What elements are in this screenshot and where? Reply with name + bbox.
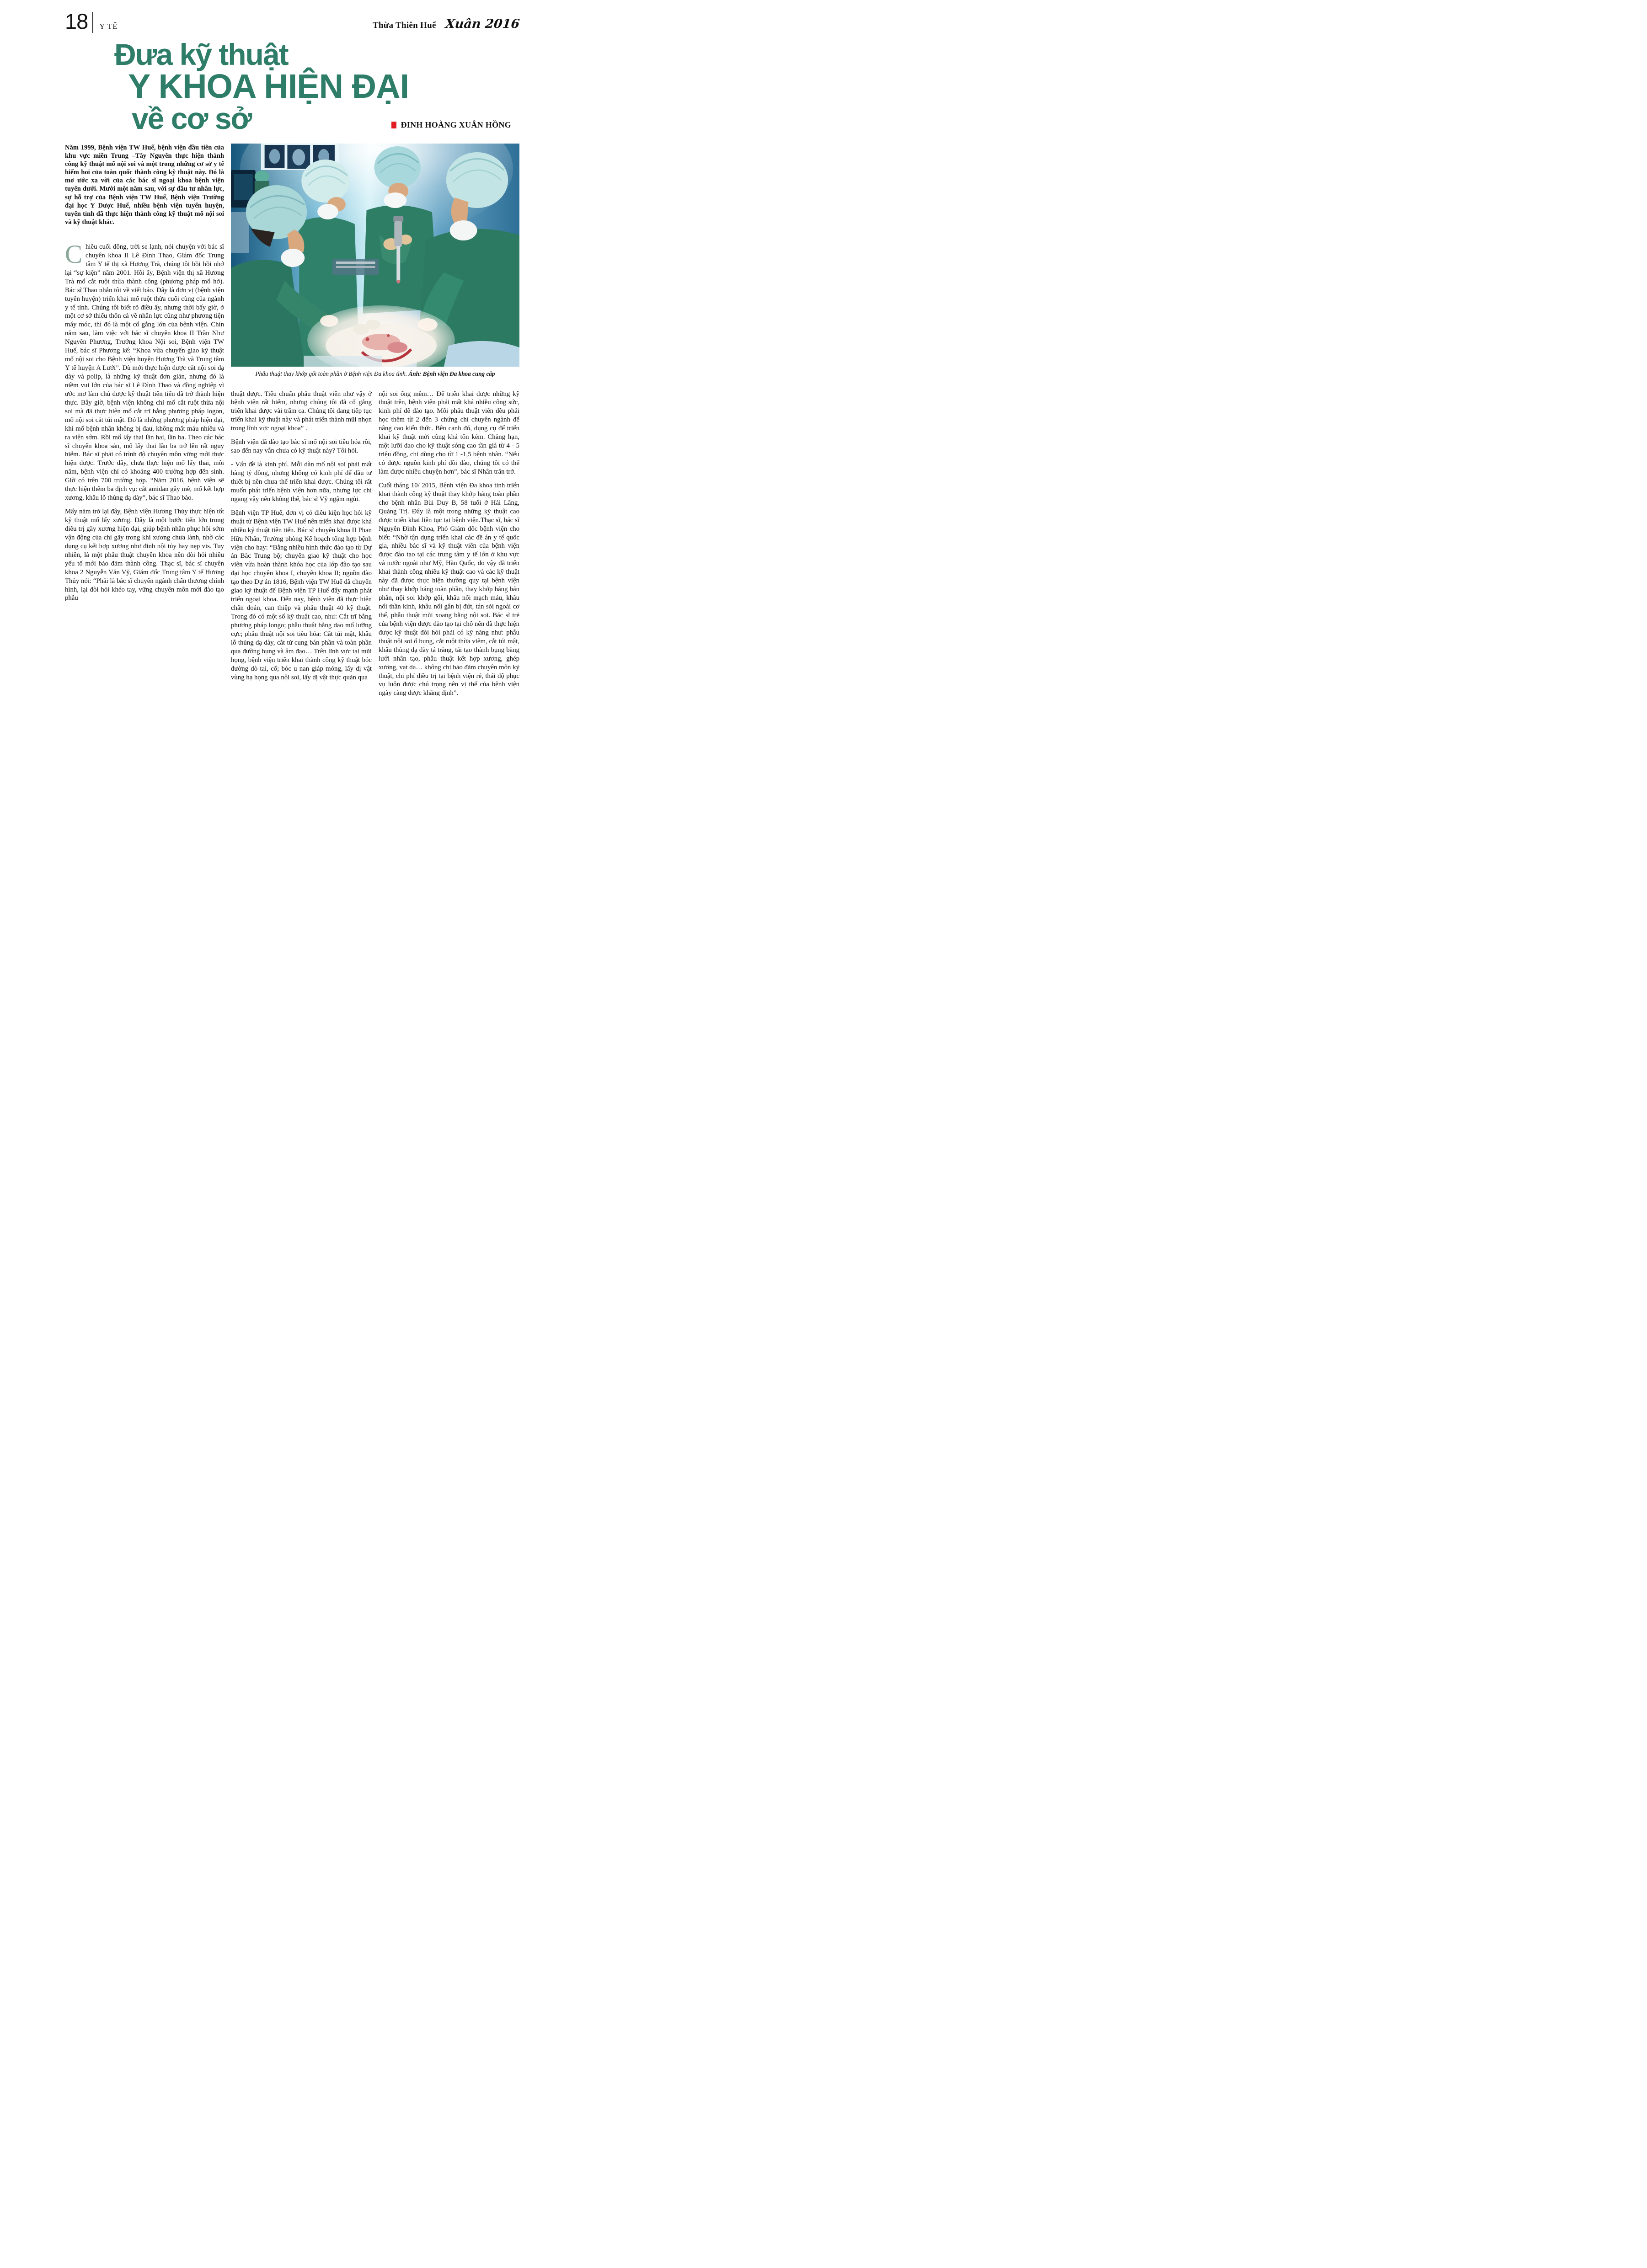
- byline-marker-icon: [391, 122, 396, 128]
- surgery-photo: [231, 144, 519, 367]
- newspaper-page: [0, 0, 549, 756]
- publication-name: Thừa Thiên Huế: [372, 21, 436, 30]
- masthead-right: [373, 17, 519, 33]
- paragraph: [65, 240, 224, 502]
- column-1: [65, 144, 224, 703]
- paragraph: Mấy năm trở lại đây, Bệnh viện Hương Thủy thực hiện tốt kỹ thuật mổ lấy xương. Đây là một bước tiến lớn trong điều trị gãy xương hiện đại, giúp bệnh nhân phục hồi sớm vận động của chi gãy trong khi xương chưa lành, nhờ các dụng cụ kết hợp xương như đinh nội tủy hay nẹp vis. Tuy nhiên, là một phẫu thuật chuyên khoa nên đòi hỏi nhiều yếu tố mới bảo đảm thành công. Thạc sĩ, bác sĩ chuyên khoa 2 Nguyễn Văn Vỹ, Giám đốc Trung tâm Y tế Hương Thủy nói: “Phải là bác sĩ chuyên ngành chấn thương chỉnh hình, lại đòi hỏi khéo tay, vững chuyên môn mới đào tạo phẫu: [65, 508, 224, 602]
- paragraph: - Vấn đề là kinh phí. Mỗi dàn mổ nội soi phải mất hàng tỷ đồng, nhưng không có kinh phí để đầu tư thiết bị nên chưa thể triển khai được. Chúng tôi rất muốn phát triển bệnh viện hơn nữa, nhưng lực chỉ ngang vậy nên không thể, bác sĩ Vỹ ngậm ngùi.: [231, 461, 372, 503]
- headline-line-2: Y KHOA HIỆN ĐẠI: [128, 67, 409, 105]
- page-number: 18: [65, 9, 88, 33]
- column-3: [379, 390, 519, 703]
- paragraph: thuật được. Tiêu chuẩn phẫu thuật viên như vậy ở bệnh viện rất hiếm, nhưng chúng tôi đã cố gắng triển khai được vài trăm ca. Chúng tôi đang tiếp tục triển khai kỹ thuật này và phát triển thành mũi nhọn trong lĩnh vực ngoại khoa” .: [231, 390, 372, 432]
- paragraph: nội soi ống mềm… Để triển khai được những kỹ thuật trên, bệnh viện phải mất khá nhiều công sức, kinh phí để đào tạo. Mỗi phẫu thuật viên đều phải học thêm từ 2 đến 3 chứng chỉ chuyên ngành để nâng cao kiến thức. Bên cạnh đó, dụng cụ để triển khai kỹ thuật mới cũng khá tốn kém. Chẳng hạn, một lưỡi dao cho kỹ thuật sóng cao tần giá từ 4 - 5 triệu đồng, chỉ dùng cho từ 1 -1,5 bệnh nhân. “Nếu có được nguồn kinh phí dồi dào, chúng tôi có thể làm được nhiều chuyện hơn”, bác sĩ Nhân trăn trở.: [379, 390, 519, 475]
- masthead-left: [65, 9, 118, 33]
- headline-line-3: về cơ sở: [132, 101, 251, 135]
- masthead-divider: [92, 12, 93, 33]
- column-1-text: [65, 240, 224, 603]
- right-area: [231, 144, 519, 703]
- paragraph: Cuối tháng 10/ 2015, Bệnh viện Đa khoa tỉnh triển khai thành công kỹ thuật thay khớp háng toàn phần cho bệnh nhân Bùi Duy B, 58 tuổi ở Hải Lăng, Quảng Trị. Đây là một trong những kỹ thuật cao được triển khai liên tục tại bệnh viện.Thạc sĩ, bác sĩ Nguyễn Đình Khoa, Phó Giám đốc bệnh viện cho biết: “Nhờ tận dụng triển khai các đề án y tế quốc gia, nhiều bác sĩ và kỹ thuật viên của bệnh viện được đào tạo tại các trung tâm y tế lớn ở khu vực và nước ngoài như Mỹ, Hàn Quốc, do vậy đã triển khai thành công nhiều kỹ thuật cao và các kỹ thuật này đã được thực hiện thường quy tại bệnh viện như thay khớp háng toàn phần, thay khớp háng bán phần, nội soi khớp gối, khâu nối mạch máu, khâu nối thần kinh, khâu nối gân bị đứt, tán sỏi ngoài cơ thể, phẫu thuật mũi xoang bằng nội soi. Bác sĩ trẻ của bệnh viện được đào tạo tại chỗ nên đã thực hiện được kỹ thuật đòi hỏi phải có kỹ năng như: phẫu thuật nội soi ổ bụng, cắt ruột thừa viêm, cắt túi mật, khâu thủng dạ dày tá tràng, tái tạo thành bụng bằng lưới nhân tạo, phẫu thuật kết hợp xương, ghép xương, vạt da… không chỉ bảo đảm chuyên môn kỹ thuật, chi phí điều trị tại bệnh viện rẻ, thái độ phục vụ luôn được chú trọng nên vị thế của bệnh viện ngày càng được khẳng định”.: [379, 481, 519, 697]
- article-body: [65, 144, 519, 703]
- edition-label: Xuân 2016: [444, 17, 520, 31]
- section-label: Y TẾ: [99, 22, 118, 31]
- byline: [391, 120, 511, 130]
- photo-caption-text: Phẫu thuật thay khớp gối toàn phần ở Bệnh viện Đa khoa tỉnh.: [255, 370, 409, 377]
- column-2: [231, 390, 372, 703]
- photo-caption: [231, 370, 519, 378]
- paragraph-text: hiều cuối đông, trời se lạnh, nói chuyện với bác sĩ chuyên khoa II Lê Đình Thao, Giám đốc Trung tâm Y tế thị xã Hương Trà, chúng tôi bồi hồi nhớ lại “sự kiện” năm 2001. Hồi ấy, Bệnh viện thị xã Hương Trà mổ cắt ruột thừa thành công (phương pháp mổ hở). Bác sĩ Thao nhắn tôi về viết báo. Đây là đơn vị (bệnh viện tuyến huyện) triển khai mổ ruột thừa cuối cùng của ngành y tế tỉnh. Chúng tôi biết rõ điều ấy, nhưng thời bấy giờ, ở một cơ sở thiếu thốn cả về nhân lực cũng như phương tiện máy móc, thì đó là một cố gắng lớn của bệnh viện. Chín năm sau, làm việc với bác sĩ chuyên khoa II Trần Như Nguyên Phương, Trưởng khoa Nội soi, Bệnh viện TW Huế, bác sĩ Phương kể: “Khoa vừa chuyển giao kỹ thuật mổ nội soi cho Bệnh viện huyện Hương Trà và Trung tâm Y tế huyện A Lưới”. Dù mới thực hiện được cắt nội soi dạ dày và polip, là những kỹ thuật đơn giản, nhưng đó là niềm vui lớn của bác sĩ Lê Đình Thao và đồng nghiệp vì ước mơ làm chủ được kỹ thuật tiên tiến đã trở thành hiện thực. Bây giờ, bệnh viện không chỉ mổ cắt ruột thừa nội soi mà đã thực hiện mổ cắt trĩ bằng phương pháp logon, mổ nội soi cắt túi mật. Đó là những phương pháp hiện đại, khi mổ bệnh nhân không bị đau, không mất máu nhiều và ra viện sớm. Rồi mổ lấy thai lần hai, lần ba. Theo các bác sĩ chuyên khoa sản, mổ lấy thai lần ba trở lên rất nguy hiểm. Bác sĩ phải có trình độ chuyên môn vững mới thực hiện được. Trước đây, chưa thực hiện mổ lấy thai, mỗi năm, bệnh viện chỉ có khoảng 400 trường hợp đến sinh. Giờ có trên 700 trường hợp. “Năm 2016, bệnh viện sẽ thực hiện thêm ba dịch vụ: cắt amidan gây mê, mổ kết hợp xương, khâu lỗ thủng dạ dày”, bác sĩ Thao bảo.: [65, 243, 224, 502]
- lead-paragraph: Năm 1999, Bệnh viện TW Huế, bệnh viện đầu tiên của khu vực miền Trung –Tây Nguyên thực hiện thành công kỹ thuật mổ nội soi và một trong những cơ sở y tế hiếm hoi của toàn quốc thành công kỹ thuật này. Đó là mơ ước xa vời của các bác sĩ ngoại khoa bệnh viện tuyến dưới. Mười một năm sau, với sự đầu tư nhân lực, sự hỗ trợ của Bệnh viện TW Huế, Bệnh viện Trường đại học Y Dược Huế, nhiều bệnh viện tuyến huyện, tuyến tỉnh đã thực hiện thành công kỹ thuật mổ nội soi và kỹ thuật khác.: [65, 144, 224, 226]
- surgery-photo-illustration: [231, 144, 519, 367]
- author-name: ĐINH HOÀNG XUÂN HỒNG: [401, 120, 511, 129]
- article-headline: [114, 39, 519, 133]
- paragraph: Bệnh viện đã đào tạo bác sĩ mổ nội soi tiêu hóa rồi, sao đến nay vẫn chưa có kỹ thuật này? Tôi hỏi.: [231, 438, 372, 455]
- masthead: [65, 9, 520, 33]
- text-columns: [231, 390, 519, 703]
- headline-line-1: Đưa kỹ thuật: [114, 37, 288, 71]
- paragraph: Bệnh viện TP Huế, đơn vị có điều kiện học hỏi kỹ thuật từ Bệnh viện TW Huế nên triển khai được khá nhiều kỹ thuật tiên tiến. Bác sĩ chuyên khoa II Phan Hữu Nhân, Trưởng phòng Kế hoạch tổng hợp bệnh viện cho hay: “Bằng nhiều hình thức đào tạo từ Dự án Bắc Trung bộ; chuyển giao kỹ thuật cho học viên vừa hoàn thành khóa học của lớp đào tạo sau đại học chuyên khoa I, chuyên khoa II; nguồn đào tạo theo Dự án 1816, Bệnh viện TW Huế đã chuyển giao kỹ thuật để Bệnh viện TP Huế đẩy mạnh phát triển ngoại khoa. Đến nay, bệnh viện đã thực hiện chẩn đoán, can thiệp và phẫu thuật 40 kỹ thuật. Trong đó có một số kỹ thuật cao, như: Cắt trĩ bằng phương pháp longo; phẫu thuật bằng dao mổ lưỡng cực; phẫu thuật nội soi tiêu hóa: Cắt túi mật, khâu lỗ thủng dạ dày, cắt tử cung bán phần và toàn phần qua đường bụng và âm đạo… Trên lĩnh vực tai mũi họng, bệnh viện triển khai thành công kỹ thuật bóc đường dò tai, cổ; bóc u nan giáp móng, lấy dị vật vùng hạ họng qua nội soi, lấy dị vật thực quản qua: [231, 509, 372, 681]
- photo-credit: Ảnh: Bệnh viện Đa khoa cung cấp: [408, 370, 495, 377]
- drop-cap: C: [65, 240, 83, 269]
